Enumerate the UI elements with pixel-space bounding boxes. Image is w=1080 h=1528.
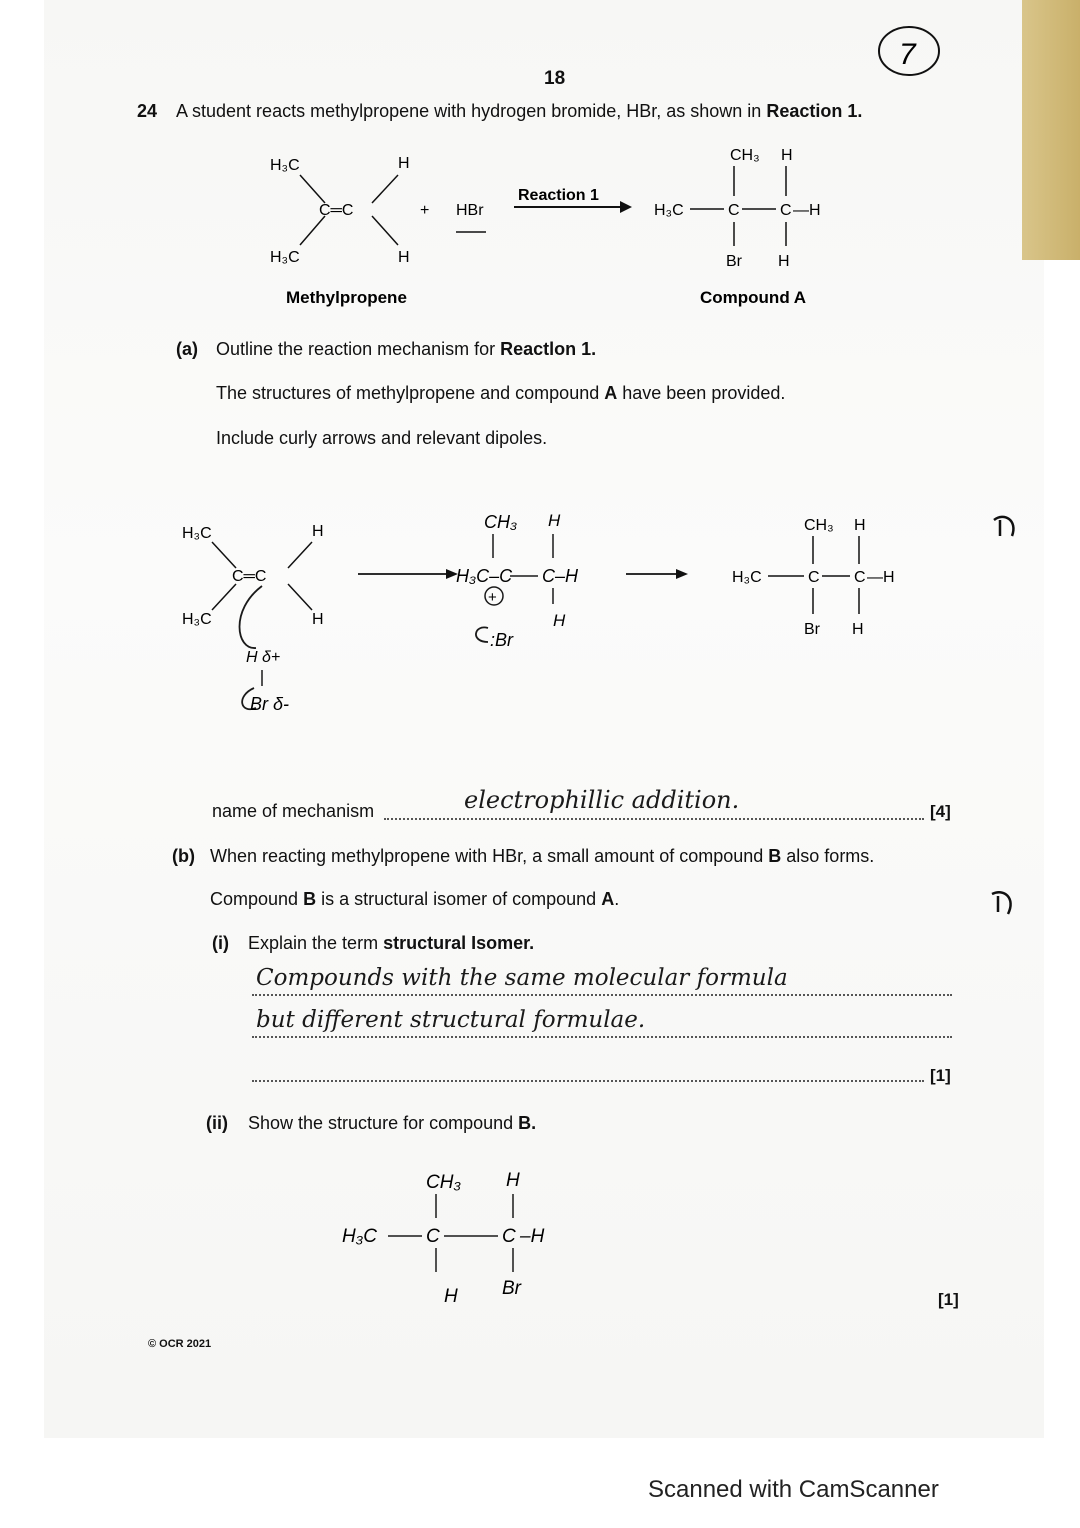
mech-h-bottom: H <box>312 611 324 628</box>
part-b-ii-prompt <box>248 1113 536 1134</box>
mech-h-top: H <box>312 523 324 540</box>
mech-int-charge: + <box>488 589 497 606</box>
part-b-i-prompt <box>248 933 534 954</box>
circled-score-value: 7 <box>899 38 916 71</box>
compound-b-h3c: H₃C <box>342 1226 377 1247</box>
part-b-i-prompt-bold: structural Isomer. <box>383 933 535 953</box>
reaction-scheme <box>0 0 1080 320</box>
mech-h3c-bottom: H₃C <box>182 611 212 628</box>
mech-int-ch3: CH₃ <box>484 512 518 532</box>
scheme-arrow-label: Reaction 1 <box>518 187 599 204</box>
part-a-line2-post: have been provided. <box>617 383 786 403</box>
page-number: 18 <box>544 68 566 89</box>
part-b-i-label: (i) <box>212 933 229 953</box>
part-b-line2-bold: B <box>303 889 317 909</box>
reactant-name-label: Methylpropene <box>286 288 407 307</box>
scheme-product-c2: C <box>780 202 792 219</box>
compound-b-c-right: C <box>502 1226 516 1247</box>
structural-isomer-answer-line2: but different structural formulae. <box>256 1007 646 1033</box>
part-b-ii-label: (ii) <box>206 1113 228 1133</box>
question-intro-text: A student reacts methylpropene with hydrogen bromide, HBr, as shown in <box>176 101 767 121</box>
mech-int-left: H₃C–C <box>456 566 513 586</box>
answer-line-1 <box>252 994 952 996</box>
scheme-product-ch3: CH₃ <box>730 147 760 164</box>
mech-dipole-br: Br δ- <box>250 694 289 714</box>
part-a-line3: Include curly arrows and relevant dipoles. <box>216 428 548 448</box>
part-a-line2 <box>216 383 785 404</box>
product-name-label: Compound A <box>700 288 807 307</box>
part-b-line2-post: . <box>614 889 620 909</box>
mech-int-h-top: H <box>548 511 561 530</box>
mechanism-name-label: name of mechanism <box>212 801 375 821</box>
part-a-line2-bold: A <box>604 383 618 403</box>
scheme-h-top: H <box>398 155 410 172</box>
part-a-prompt-bold: Reactlon 1. <box>500 339 597 359</box>
part-b-line1-bold: B <box>768 846 782 866</box>
scheme-h3c-top: H₃C <box>270 157 300 174</box>
answer-line-3 <box>252 1080 924 1082</box>
compound-b-structure <box>330 1160 590 1310</box>
part-b-ii-prompt-text: Show the structure for compound <box>248 1113 519 1133</box>
part-b-ii-prompt-bold: B. <box>518 1113 537 1133</box>
answer-line-2 <box>252 1036 952 1038</box>
mech-product-br: Br <box>804 621 820 638</box>
scheme-reagent-hbr: HBr <box>456 202 484 219</box>
mech-product-c2: C <box>854 569 866 586</box>
scheme-product-bond-h: —H <box>793 202 821 219</box>
mech-int-h-bottom: H <box>553 611 566 630</box>
compound-b-br: Br <box>502 1278 521 1299</box>
compound-b-bond-h: –H <box>520 1226 545 1247</box>
scheme-product-h-bottom: H <box>778 253 790 270</box>
scheme-product-c1: C <box>728 202 740 219</box>
part-a-label: (a) <box>176 339 198 359</box>
mechanism-name-answer: electrophillic addition. <box>464 786 740 814</box>
part-b-line1 <box>210 846 874 867</box>
compound-b-h-bottom: H <box>444 1286 458 1307</box>
mech-product-h-top: H <box>854 517 866 534</box>
compound-b-ch3: CH₃ <box>426 1172 461 1193</box>
part-b-i-prompt-text: Explain the term <box>248 933 384 953</box>
question-number: 24 <box>137 101 158 121</box>
part-b-label: (b) <box>172 846 195 866</box>
part-a-prompt <box>216 339 596 360</box>
scheme-h-bottom: H <box>398 249 410 266</box>
scheme-product-h3c: H₃C <box>654 202 684 219</box>
part-b-line2-pre: Compound <box>210 889 304 909</box>
structural-isomer-answer-line1: Compounds with the same molecular formula <box>256 965 788 991</box>
mech-h3c-top: H₃C <box>182 525 212 542</box>
mech-br-ion: :Br <box>490 630 514 650</box>
part-b-ii-marks: [1] <box>938 1290 959 1309</box>
part-b-line2-mid: is a structural isomer of compound <box>316 889 602 909</box>
mech-product-c1: C <box>808 569 820 586</box>
mech-dipole-h: H δ+ <box>246 649 281 666</box>
scheme-plus: + <box>420 202 430 219</box>
compound-b-h-top: H <box>506 1170 520 1191</box>
mechanism-answer-line <box>384 818 924 820</box>
scheme-h3c-bottom: H₃C <box>270 249 300 266</box>
mech-product-bond-h: —H <box>867 569 895 586</box>
part-b-line1-post: also forms. <box>781 846 875 866</box>
scheme-c-double-bond: C═C <box>319 202 354 219</box>
mech-product-ch3: CH₃ <box>804 517 834 534</box>
mech-product-h-bottom: H <box>852 621 864 638</box>
question-intro-bold: Reaction 1. <box>766 101 863 121</box>
tick-mark <box>986 888 1026 918</box>
mech-int-right: C–H <box>542 566 579 586</box>
mechanism-drawing <box>0 500 1080 740</box>
part-a-prompt-text: Outline the reaction mechanism for <box>216 339 501 359</box>
part-b-i-marks: [1] <box>930 1066 951 1085</box>
part-a-marks: [4] <box>930 802 951 821</box>
part-b-line1-text: When reacting methylpropene with HBr, a small amount of compound <box>210 846 769 866</box>
compound-b-c-left: C <box>426 1226 440 1247</box>
part-b-line2-bold2: A <box>601 889 615 909</box>
scanner-watermark: Scanned with CamScanner <box>648 1476 939 1503</box>
mech-c-double-bond: C═C <box>232 568 267 585</box>
copyright-notice: © OCR 2021 <box>148 1338 212 1350</box>
scheme-product-h-top: H <box>781 147 793 164</box>
mech-product-h3c: H₃C <box>732 569 762 586</box>
scheme-product-br: Br <box>726 253 742 270</box>
part-b-line2 <box>210 889 619 910</box>
part-a-line2-pre: The structures of methylpropene and compound <box>216 383 605 403</box>
